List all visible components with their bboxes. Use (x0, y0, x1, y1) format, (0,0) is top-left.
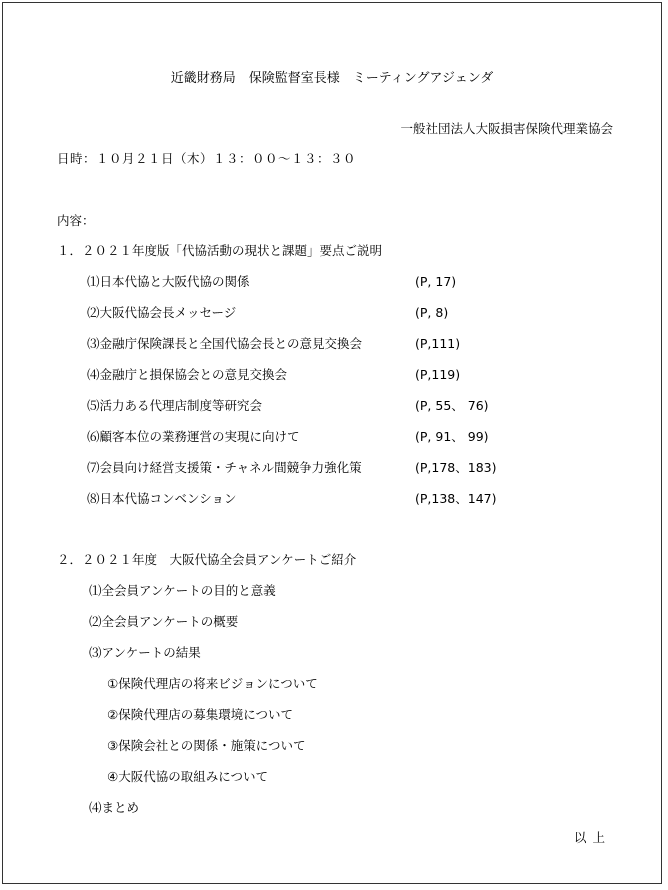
section1-item-page: (P, 17) (415, 274, 457, 289)
document-title: 近畿財務局 保険監督室長様 ミーティングアジェンダ (170, 71, 494, 86)
closing-remark: 以上 (573, 830, 611, 845)
section1-item-page: (P, 8) (415, 305, 449, 320)
section1-item-label: ⑶金融庁保険課長と全国代協会長との意見交換会 (87, 336, 363, 351)
section2-item: ⑴全会員アンケートの目的と意義 (89, 583, 276, 598)
result-item: ④大阪代協の取組みについて (107, 769, 268, 784)
section1-item-page: (P,178、183) (415, 460, 497, 475)
section1-item-label: ⑺会員向け経営支援策・チャネル間競争力強化策 (87, 460, 362, 475)
section1-item-label: ⑴日本代協と大阪代協の関係 (87, 274, 250, 289)
section1-item-label: ⑻日本代協コンベンション (87, 491, 237, 506)
result-item: ①保険代理店の将来ビジョンについて (107, 676, 318, 691)
contents-label: 内容： (57, 213, 95, 228)
section1-item-label: ⑹顧客本位の業務運営の実現に向けて (87, 429, 300, 444)
result-item: ③保険会社との関係・施策について (107, 738, 306, 753)
section1-item-label: ⑷金融庁と損保協会との意見交換会 (87, 367, 288, 382)
organization-name: 一般社団法人大阪損害保険代理業協会 (400, 121, 613, 136)
section2-item: ⑶アンケートの結果 (89, 645, 201, 660)
section1-item-page: (P, 55、 76) (415, 398, 489, 413)
section1-item-label: ⑵大阪代協会長メッセージ (87, 305, 237, 320)
section2-item: ⑷まとめ (89, 800, 140, 815)
meeting-date: 日時：１０月２１日（木）１３：００～１３：３０ (57, 151, 357, 166)
result-item: ②保険代理店の募集環境について (107, 707, 293, 722)
document-page (2, 2, 662, 884)
section2-item: ⑵全会員アンケートの概要 (89, 614, 239, 629)
section2-heading: ２．２０２１年度 大阪代協全会員アンケートご紹介 (57, 552, 357, 567)
section1-item-label: ⑸活力ある代理店制度等研究会 (87, 398, 263, 413)
section1-item-page: (P,111) (415, 336, 461, 351)
section1-item-page: (P,138、147) (415, 491, 497, 506)
section1-item-page: (P,119) (415, 367, 461, 382)
section1-heading: １．２０２１年度版「代協活動の現状と課題」要点ご説明 (57, 243, 383, 258)
section1-item-page: (P, 91、 99) (415, 429, 489, 444)
